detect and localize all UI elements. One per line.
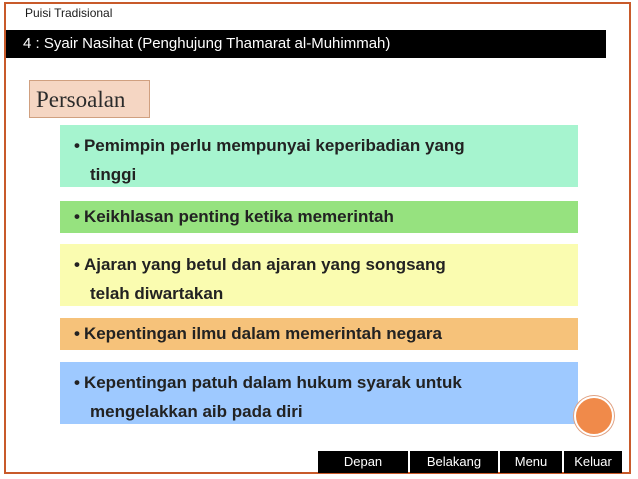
slide-title: 4 : Syair Nasihat (Penghujung Thamarat al-Muhimmah) bbox=[23, 35, 391, 52]
decorative-circle-icon bbox=[574, 396, 614, 436]
title-bar bbox=[6, 30, 606, 58]
section-heading: Persoalan bbox=[29, 80, 150, 118]
point-1 bbox=[60, 125, 578, 187]
bullet-icon: • bbox=[74, 207, 80, 226]
bullet-icon: • bbox=[74, 136, 80, 155]
point-5-line-1: Kepentingan patuh dalam hukum syarak untuk bbox=[83, 373, 462, 392]
point-3 bbox=[60, 244, 578, 306]
back-button[interactable]: Belakang bbox=[410, 451, 498, 473]
point-3-line-2: telah diwartakan bbox=[90, 284, 224, 303]
point-4-line-1: Kepentingan ilmu dalam memerintah negara bbox=[83, 324, 442, 343]
point-2-line-1: Keikhlasan penting ketika memerintah bbox=[83, 207, 394, 226]
menu-button[interactable]: Menu bbox=[500, 451, 562, 473]
point-1-line-2: tinggi bbox=[90, 165, 137, 184]
top-label: Puisi Tradisional bbox=[25, 6, 113, 20]
point-5-line-2: mengelakkan aib pada diri bbox=[90, 402, 303, 421]
bullet-icon: • bbox=[74, 255, 80, 274]
navigation-bar bbox=[318, 451, 622, 473]
point-5 bbox=[60, 362, 578, 424]
bullet-icon: • bbox=[74, 373, 80, 392]
exit-button[interactable]: Keluar bbox=[564, 451, 622, 473]
point-1-line-1: Pemimpin perlu mempunyai keperibadian yang bbox=[83, 136, 465, 155]
point-3-line-1: Ajaran yang betul dan ajaran yang songsang bbox=[83, 255, 446, 274]
point-4 bbox=[60, 318, 578, 350]
bullet-icon: • bbox=[74, 324, 80, 343]
front-button[interactable]: Depan bbox=[318, 451, 408, 473]
point-2 bbox=[60, 201, 578, 233]
